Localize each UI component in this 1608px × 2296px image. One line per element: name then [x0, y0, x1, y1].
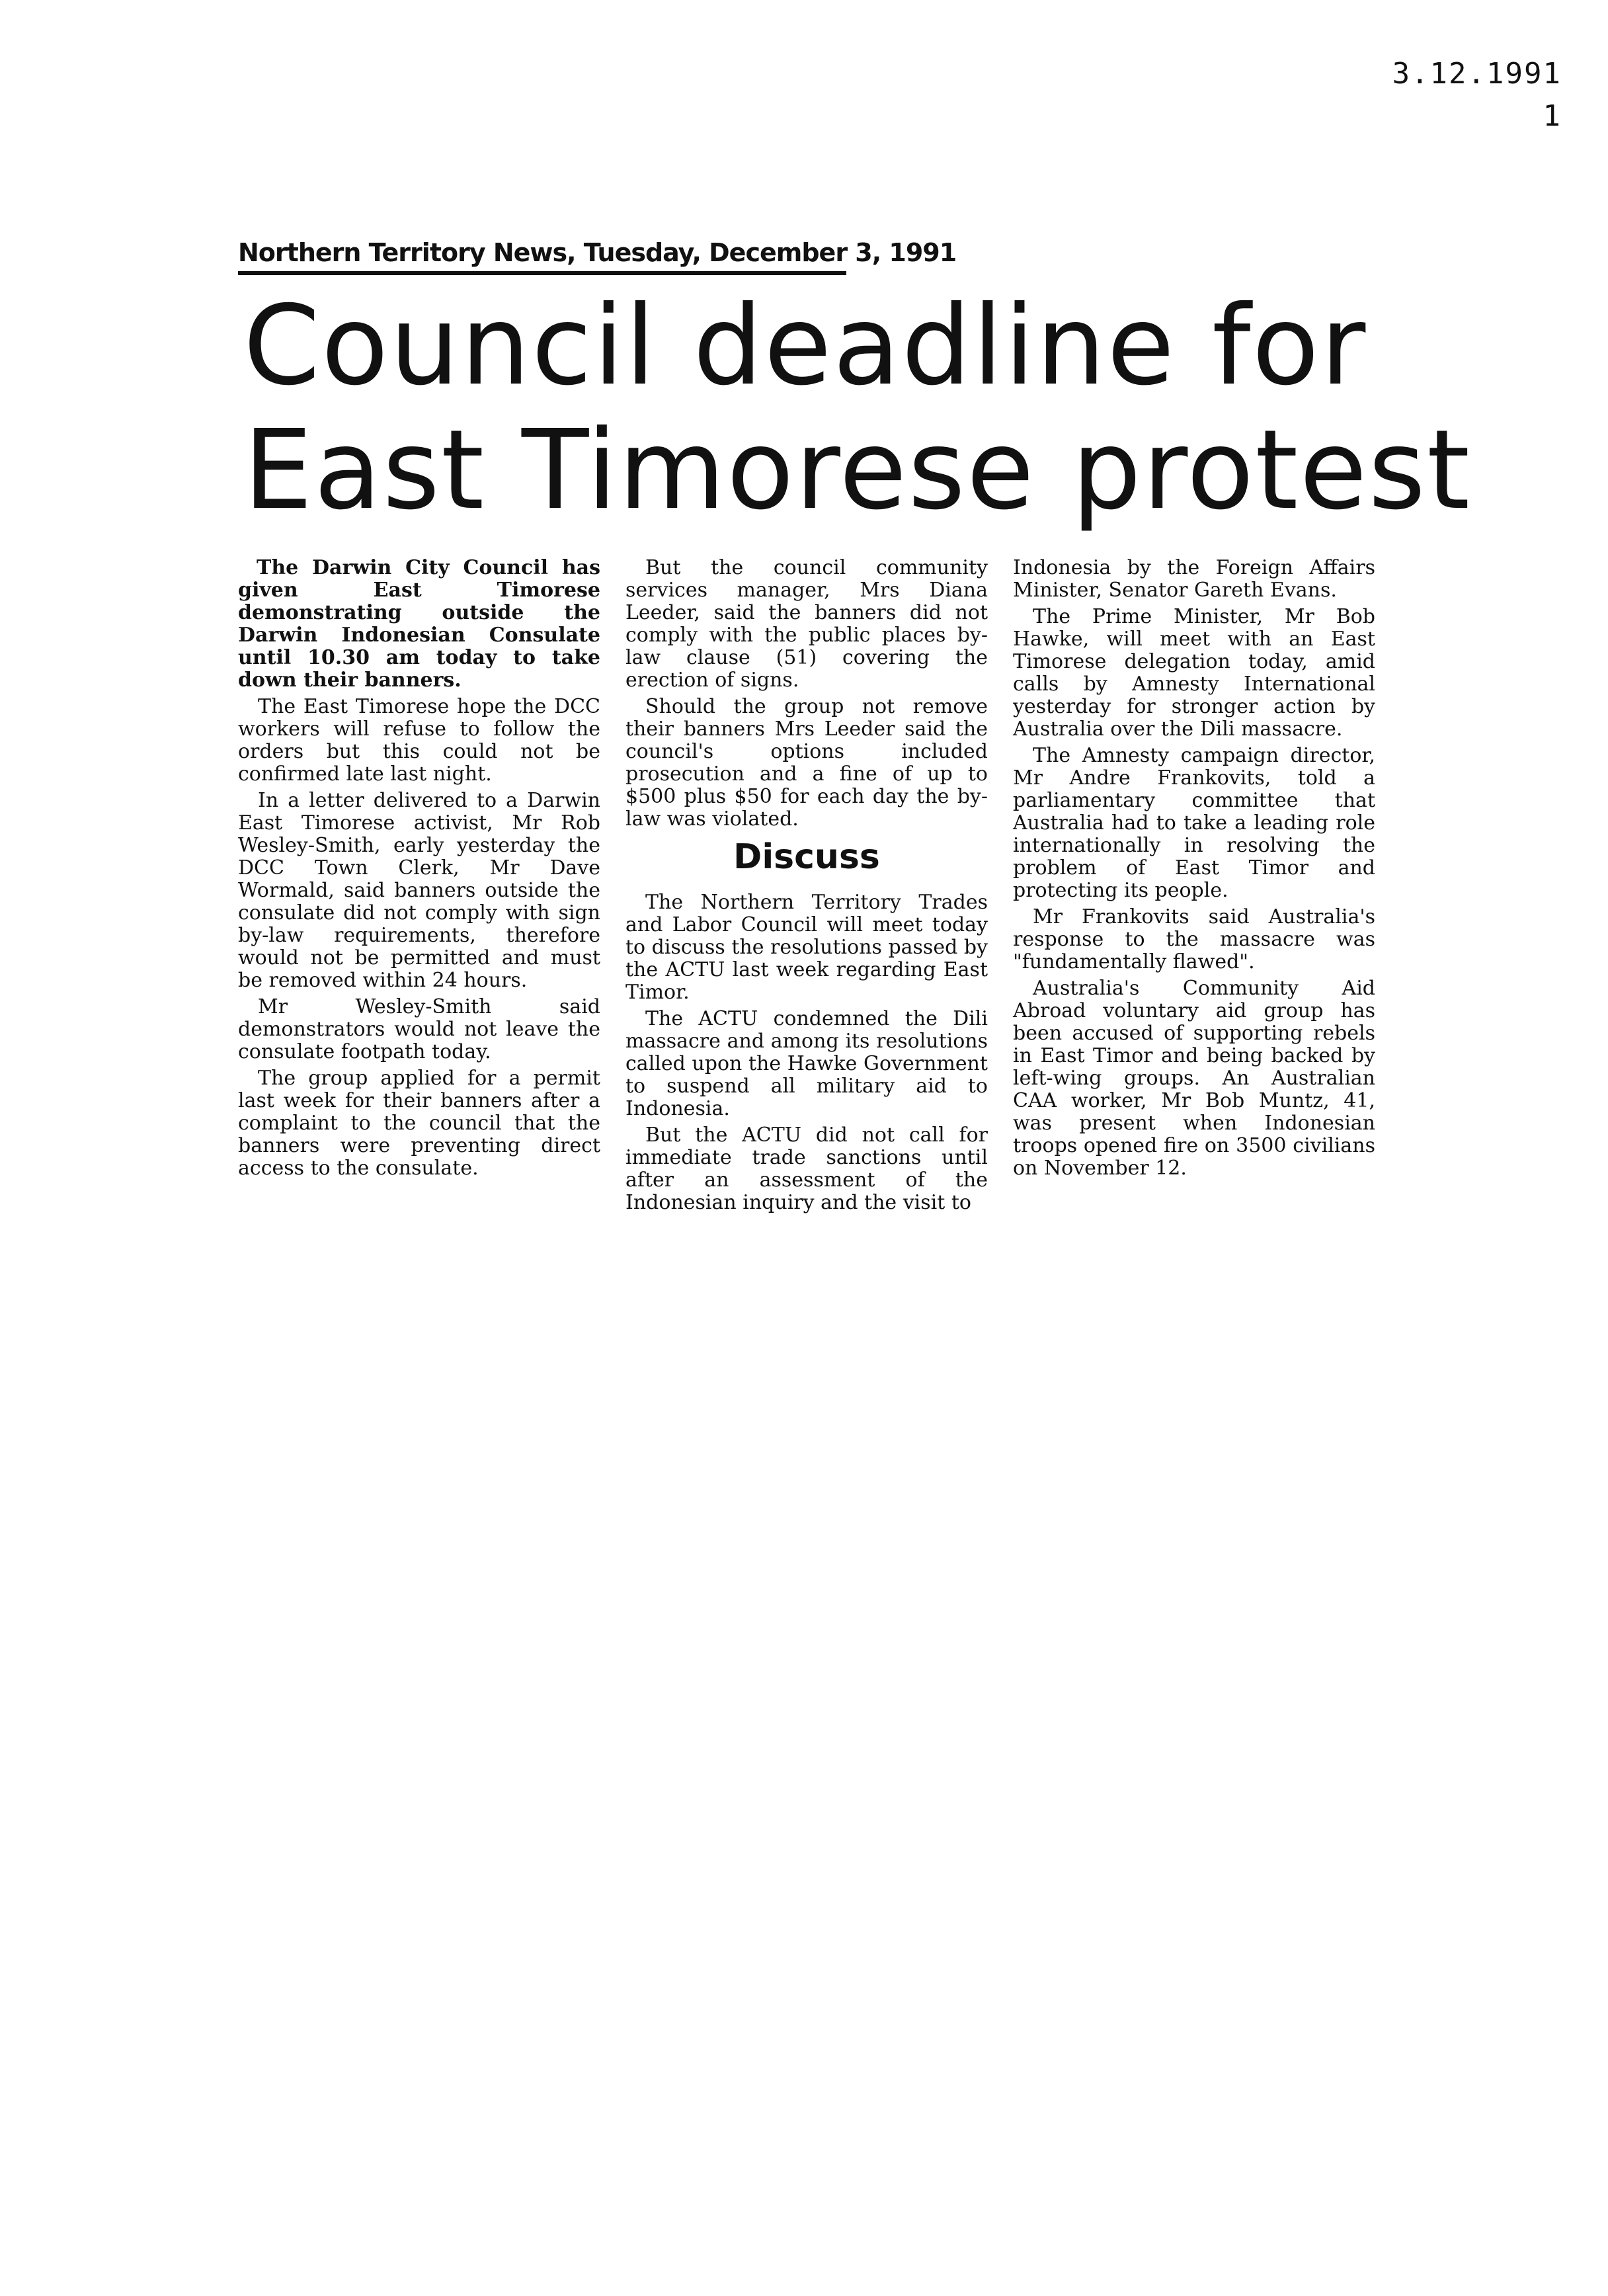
article-columns	[238, 557, 1375, 1218]
column-2	[625, 557, 988, 1218]
lead-paragraph: The Darwin City Council has given East Timorese demonstrating outside the Darwin Indonesian Consulate until 10.30 am today to take down their banners.	[238, 556, 600, 692]
headline-line-2: East Timorese protest	[243, 407, 1472, 534]
paragraph: Mr Wesley-Smith said demonstrators would not leave the consulate footpath today.	[238, 995, 600, 1063]
paragraph: Indonesia by the Foreign Affairs Minister, Senator Gareth Evans.	[1013, 556, 1375, 602]
newspaper-clipping	[238, 238, 1472, 1218]
archive-stamp	[1392, 53, 1562, 138]
paragraph: Australia's Community Aid Abroad voluntary aid group has been accused of supporting rebels in East Timor and being backed by left-wing groups. An Australian CAA worker, Mr Bob Muntz, 41, was present when Indonesian troops opened fire on 3500 civilians on November 12.	[1013, 977, 1375, 1180]
column-3	[1013, 557, 1375, 1218]
paragraph: The group applied for a permit last week for their banners after a complaint to the council that the banners were preventing direct access to the consulate.	[238, 1067, 600, 1180]
subhead: Discuss	[733, 837, 880, 877]
paragraph: Should the group not remove their banners Mrs Leeder said the council's options included prosecution and a fine of up to $500 plus $50 for each day the by-law was violated.	[625, 695, 988, 831]
masthead: Northern Territory News, Tuesday, December 3, 1991	[238, 238, 846, 275]
stamp-date: 3.12.1991	[1392, 57, 1562, 91]
stamp-page-number: 1	[1543, 99, 1562, 133]
paragraph: In a letter delivered to a Darwin East Timorese activist, Mr Rob Wesley-Smith, early yesterday the DCC Town Clerk, Mr Dave Wormald, said banners outside the consulate did not comply with sign by-law requirements, therefore would not be permitted and must be removed within 24 hours.	[238, 789, 600, 992]
paragraph: Mr Frankovits said Australia's response to the massacre was "fundamentally flawed".	[1013, 905, 1375, 973]
paragraph: The East Timorese hope the DCC workers will refuse to follow the orders but this could not be confirmed late last night.	[238, 695, 600, 786]
column-1	[238, 557, 600, 1218]
headline	[243, 282, 1472, 534]
paragraph: The Amnesty campaign director, Mr Andre Frankovits, told a parliamentary committee that Australia had to take a leading role internationally in resolving the problem of East Timor and protecting its people.	[1013, 744, 1375, 902]
paragraph: But the council community services manager, Mrs Diana Leeder, said the banners did not comply with the public places by-law clause (51) covering the erection of signs.	[625, 556, 988, 692]
paragraph: The Northern Territory Trades and Labor Council will meet today to discuss the resolutions passed by the ACTU last week regarding East Timor.	[625, 891, 988, 1004]
headline-line-1: Council deadline for	[243, 282, 1367, 410]
paragraph: The ACTU condemned the Dili massacre and among its resolutions called upon the Hawke Government to suspend all military aid to Indonesia.	[625, 1007, 988, 1120]
paragraph: The Prime Minister, Mr Bob Hawke, will meet with an East Timorese delegation today, amid calls by Amnesty International yesterday for stronger action by Australia over the Dili massacre.	[1013, 605, 1375, 741]
paragraph: But the ACTU did not call for immediate trade sanctions until after an assessment of the Indonesian inquiry and the visit to	[625, 1124, 988, 1214]
